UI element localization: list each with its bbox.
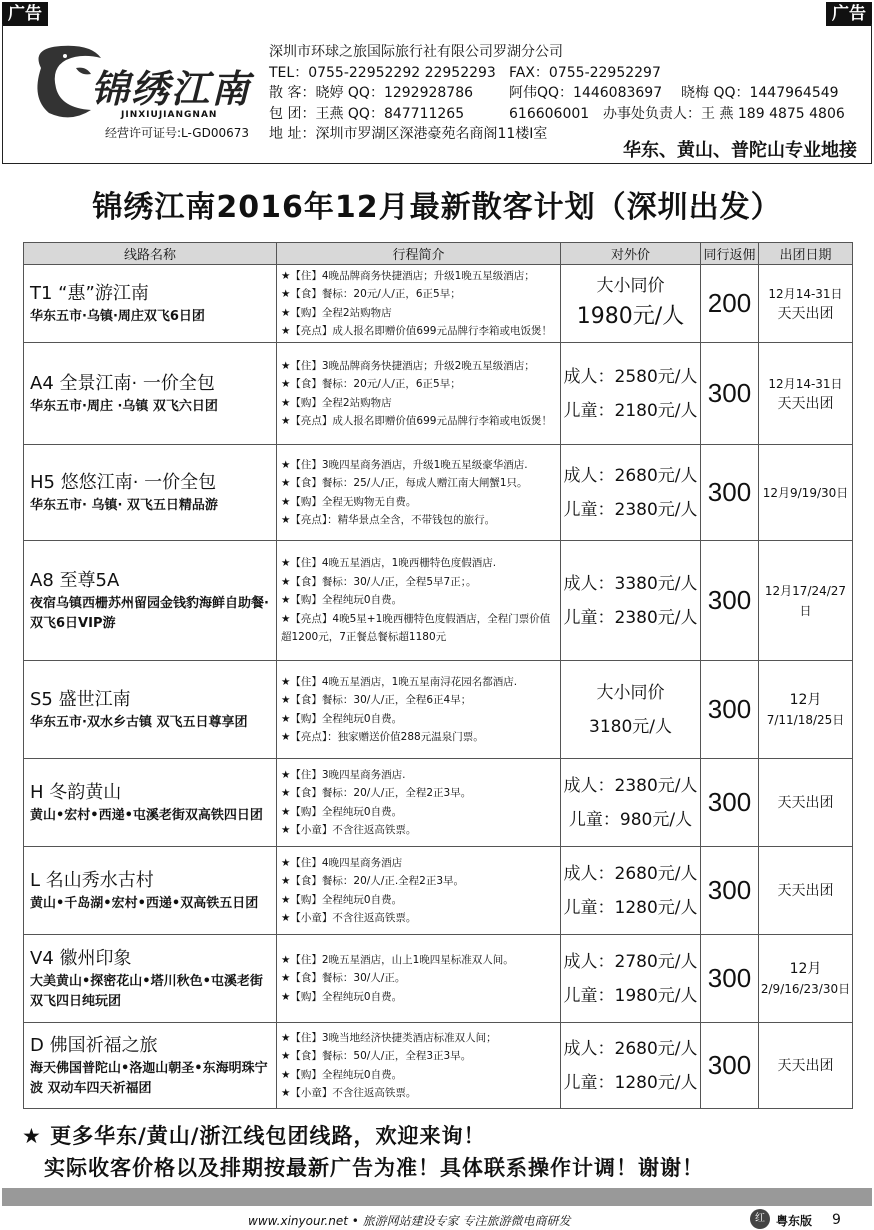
agency-fax: FAX：0755-22952297	[509, 64, 661, 81]
price-line: 3180元/人	[589, 716, 672, 737]
itinerary-line: ★【住】3晚四星商务酒店，升级1晚五星级豪华酒店.	[281, 458, 528, 471]
price-line: 儿童：2380元/人	[563, 607, 698, 628]
table-row	[24, 935, 853, 1023]
slogan: 华东、黄山、普陀山专业地接	[623, 140, 857, 161]
itinerary-line: ★【购】全程2站购物店	[281, 396, 392, 409]
agency-office: 办事处负责人：王 燕 189 4875 4806	[603, 105, 845, 122]
price-line: 儿童：1280元/人	[563, 897, 698, 918]
date-cell	[759, 661, 853, 759]
page-title: 锦绣江南2016年12月最新散客计划（深圳出发）	[92, 190, 782, 225]
itinerary-line: ★【住】3晚四星商务酒店.	[281, 768, 406, 781]
route-subtitle: 黄山•千岛湖•宏村•西递•双高铁五日团	[30, 895, 259, 911]
rebate-cell: 300	[701, 445, 759, 541]
price-line: 成人：2780元/人	[563, 951, 698, 972]
route-title: L 名山秀水古村	[30, 869, 154, 891]
itinerary-line: ★【住】4晚四星商务酒店	[281, 856, 403, 869]
date-cell	[759, 445, 853, 541]
itinerary-line: ★【亮点】成人报名即赠价值699元品牌行李箱或电饭煲！	[281, 325, 552, 337]
header-rebate: 同行返佣	[701, 243, 759, 265]
itinerary-line: ★【小童】不含往返高铁票。	[281, 824, 417, 836]
price-line: 儿童：2180元/人	[563, 400, 698, 421]
route-title: D 佛国祈福之旅	[30, 1034, 158, 1056]
route-name-cell	[24, 661, 277, 759]
price-line: 1980元/人	[576, 303, 685, 329]
date-line: 天天出团	[777, 395, 834, 412]
itinerary-line: ★【亮点】成人报名即赠价值699元品牌行李箱或电饭煲！	[281, 415, 552, 427]
date-line: 天天出团	[777, 305, 834, 322]
date-line: 12月	[789, 960, 822, 977]
route-subtitle: 夜宿乌镇西栅苏州留园金钱豹海鲜自助餐·双飞6日VIP游	[30, 595, 269, 631]
logo-english: JINXIUJIANGNAN	[121, 110, 218, 120]
table-header-row	[24, 243, 853, 265]
route-title: A4 全景江南· 一价全包	[30, 372, 215, 394]
header-itinerary: 行程简介	[277, 243, 561, 265]
itinerary-line: ★【食】餐标：50/人/正，全程3正3早。	[281, 1050, 472, 1062]
itinerary-line: ★【亮点】4晚5星+1晚西栅特色度假酒店，全程门票价值超1200元，7正餐总餐标超1180元	[281, 612, 551, 644]
itinerary-cell	[277, 935, 561, 1023]
rebate-cell: 300	[701, 759, 759, 847]
itinerary-cell	[277, 661, 561, 759]
price-line: 儿童：1280元/人	[563, 1072, 698, 1093]
itinerary-line: ★【小童】不含往返高铁票。	[281, 1087, 417, 1099]
date-line: 2/9/16/23/30日	[760, 981, 851, 996]
itinerary-line: ★【亮点】：精华景点全含，不带钱包的旅行。	[281, 514, 496, 526]
itinerary-cell	[277, 343, 561, 445]
itinerary-line: ★【住】3晚品牌商务快捷酒店；升级2晚五星级酒店；	[281, 359, 535, 372]
agency-sanke-awei: 阿伟QQ：1446083697	[509, 85, 663, 101]
itinerary-line: ★【购】全程2站购物店	[281, 306, 392, 319]
price-line: 成人：3380元/人	[563, 573, 698, 594]
route-subtitle: 海天佛国普陀山•洛迦山朝圣•东海明珠宁波 双动车四天祈福团	[30, 1060, 268, 1096]
route-title: A8 至尊5A	[30, 569, 120, 591]
rebate-cell: 300	[701, 847, 759, 935]
date-cell	[759, 343, 853, 445]
itinerary-line: ★【食】餐标：30/人/正，全程5早7正；。	[281, 575, 477, 588]
date-cell	[759, 1023, 853, 1109]
date-line: 天天出团	[777, 794, 834, 811]
price-cell	[561, 343, 701, 445]
date-line: 12月17/24/27日	[764, 583, 847, 618]
itinerary-line: ★【食】餐标：30/人/正。	[281, 972, 406, 985]
price-line: 儿童：2380元/人	[563, 499, 698, 520]
itinerary-line: ★【购】全程纯玩0自费。	[281, 712, 403, 725]
route-name-cell	[24, 935, 277, 1023]
logo-text: 锦绣江南	[91, 66, 252, 111]
price-cell	[561, 541, 701, 661]
route-subtitle: 华东五市·乌镇·周庄双飞6日团	[30, 308, 205, 324]
itinerary-line: ★【住】4晚品牌商务快捷酒店；升级1晚五星级酒店；	[281, 269, 535, 282]
agency-sanke-xiaomei: 晓梅 QQ：1447964549	[681, 85, 839, 101]
agency-baotuan: 包 团：王燕 QQ：847711265	[269, 105, 465, 122]
rebate-cell: 300	[701, 935, 759, 1023]
logo	[21, 38, 251, 138]
route-name-cell	[24, 541, 277, 661]
itinerary-line: ★【购】全程纯玩0自费。	[281, 1068, 403, 1081]
price-cell	[561, 661, 701, 759]
route-title: H 冬韵黄山	[30, 781, 122, 803]
edition-label: 粤东版	[776, 1214, 813, 1228]
header-date: 出团日期	[759, 243, 853, 265]
agency-name: 深圳市环球之旅国际旅行社有限公司罗湖分公司	[269, 44, 563, 60]
rebate-cell: 300	[701, 1023, 759, 1109]
price-line: 成人：2380元/人	[563, 775, 698, 796]
date-cell	[759, 847, 853, 935]
itinerary-cell	[277, 1023, 561, 1109]
itinerary-cell	[277, 265, 561, 343]
date-line: 天天出团	[777, 882, 834, 899]
itinerary-line: ★【住】4晚五星酒店，1晚西栅特色度假酒店.	[281, 557, 497, 570]
page-number: 9	[832, 1212, 841, 1228]
header-price: 对外价	[561, 243, 701, 265]
route-table	[23, 242, 853, 1109]
price-line: 大小同价	[596, 682, 665, 703]
agency-sanke: 散 客：晓婷 QQ：1292928786	[269, 85, 474, 101]
date-line: 7/11/18/25日	[766, 712, 845, 727]
table-row	[24, 1023, 853, 1109]
price-cell	[561, 445, 701, 541]
itinerary-cell	[277, 445, 561, 541]
ad-label-right: 广告	[826, 2, 872, 26]
route-name-cell	[24, 1023, 277, 1109]
route-subtitle: 华东五市·周庄 ·乌镇 双飞六日团	[30, 398, 218, 414]
footer-note-2: 实际收客价格以及排期按最新广告为准！具体联系操作计调！谢谢！	[44, 1156, 704, 1180]
table-row	[24, 265, 853, 343]
price-cell	[561, 935, 701, 1023]
header	[2, 24, 872, 164]
route-title: H5 悠悠江南· 一价全包	[30, 471, 217, 493]
route-name-cell	[24, 445, 277, 541]
license-number: 经营许可证号:L-GD00673	[105, 126, 250, 140]
bottom-bar	[2, 1188, 872, 1206]
rebate-cell: 200	[701, 265, 759, 343]
itinerary-line: ★【食】餐标：25/人/正，每成人赠江南大闸蟹1只。	[281, 477, 528, 489]
itinerary-line: ★【亮点】：独家赠送价值288元温泉门票。	[281, 731, 484, 743]
agency-address: 地 址：深圳市罗湖区深港豪苑名商阁11楼I室	[269, 126, 548, 142]
table-row	[24, 541, 853, 661]
price-cell	[561, 265, 701, 343]
footer-url: www.xinyour.net • 旅游网站建设专家 专注旅游微电商研发	[248, 1214, 571, 1228]
table-row	[24, 445, 853, 541]
route-subtitle: 黄山•宏村•西递•屯溪老街双高铁四日团	[30, 807, 263, 823]
route-title: S5 盛世江南	[30, 688, 131, 710]
route-name-cell	[24, 847, 277, 935]
date-cell	[759, 759, 853, 847]
rebate-cell: 300	[701, 541, 759, 661]
date-cell	[759, 541, 853, 661]
itinerary-cell	[277, 847, 561, 935]
itinerary-line: ★【住】4晚五星酒店，1晚五星南浔花园名都酒店.	[281, 675, 518, 688]
itinerary-line: ★【住】3晚当地经济快捷类酒店标准双人间；	[281, 1031, 497, 1044]
ad-label-left: 广告	[2, 2, 48, 26]
itinerary-line: ★【购】全程纯玩0自费。	[281, 594, 403, 607]
agency-tel: TEL：0755-22952292 22952293	[269, 64, 496, 81]
itinerary-cell	[277, 541, 561, 661]
route-subtitle: 华东五市· 乌镇· 双飞五日精品游	[30, 497, 218, 513]
date-line: 天天出团	[777, 1057, 834, 1074]
table-row	[24, 661, 853, 759]
date-cell	[759, 935, 853, 1023]
itinerary-line: ★【食】餐标：20/人/正，全程2正3早。	[281, 787, 472, 799]
date-cell	[759, 265, 853, 343]
itinerary-line: ★【购】全程无购物无自费。	[281, 495, 417, 508]
itinerary-line: ★【食】餐标：30/人/正，全程6正4早；	[281, 694, 472, 706]
table-row	[24, 847, 853, 935]
route-title: T1 “惠”游江南	[30, 282, 149, 304]
table-row	[24, 343, 853, 445]
rebate-cell: 300	[701, 343, 759, 445]
route-name-cell	[24, 343, 277, 445]
agency-baotuan-qq2: 616606001	[509, 105, 590, 122]
itinerary-line: ★【购】全程纯玩0自费。	[281, 805, 403, 818]
price-line: 成人：2680元/人	[563, 465, 698, 486]
date-line: 12月	[789, 691, 822, 708]
itinerary-line: ★【食】餐标：20/人/正.全程2正3早。	[281, 875, 465, 887]
itinerary-line: ★【购】全程纯玩0自费。	[281, 893, 403, 906]
date-line: 12月14-31日	[768, 286, 843, 301]
itinerary-line: ★【食】餐标：20元/人/正，6正5早；	[281, 288, 461, 300]
price-line: 成人：2580元/人	[563, 366, 698, 387]
route-name-cell	[24, 759, 277, 847]
table-row	[24, 759, 853, 847]
footer-note-1: ★ 更多华东/黄山/浙江线包团线路，欢迎来询！	[22, 1124, 486, 1148]
price-line: 成人：2680元/人	[563, 1038, 698, 1059]
route-subtitle: 华东五市·双水乡古镇 双飞五日尊享团	[30, 714, 248, 730]
route-subtitle: 大美黄山•探密花山•塔川秋色•屯溪老街双飞四日纯玩团	[30, 973, 263, 1009]
price-cell	[561, 847, 701, 935]
itinerary-line: ★【食】餐标：20元/人/正，6正5早；	[281, 378, 461, 390]
price-line: 儿童：1980元/人	[563, 985, 698, 1006]
price-line: 大小同价	[596, 275, 665, 296]
itinerary-line: ★【小童】不含往返高铁票。	[281, 912, 417, 924]
rebate-cell: 300	[701, 661, 759, 759]
route-name-cell	[24, 265, 277, 343]
route-title: V4 徽州印象	[30, 947, 132, 969]
price-cell	[561, 1023, 701, 1109]
date-line: 12月14-31日	[768, 376, 843, 391]
itinerary-line: ★【住】2晚五星酒店，山上1晚四星标准双人间。	[281, 953, 514, 966]
header-route-name: 线路名称	[24, 243, 277, 265]
date-line: 12月9/19/30日	[762, 485, 849, 500]
price-line: 成人：2680元/人	[563, 863, 698, 884]
itinerary-line: ★【购】全程纯玩0自费。	[281, 990, 403, 1003]
itinerary-cell	[277, 759, 561, 847]
badge-icon: 红	[750, 1209, 770, 1229]
price-cell	[561, 759, 701, 847]
price-line: 儿童：980元/人	[568, 809, 693, 830]
